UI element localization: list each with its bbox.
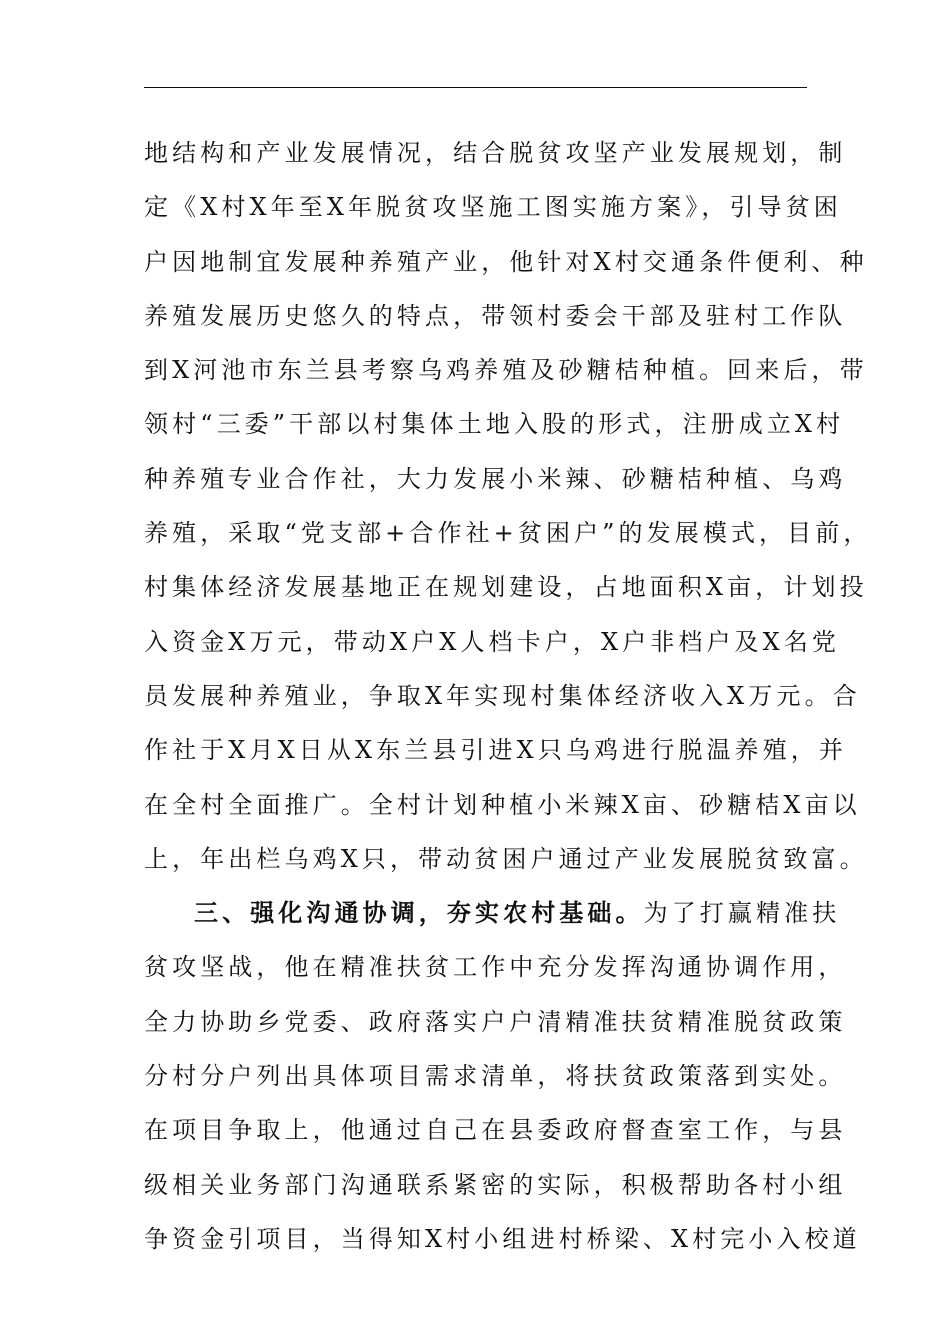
section-heading: 三、强化沟通协调，夯实农村基础。 [194, 898, 644, 928]
paragraph-line: 在全村全面推广。全村计划种植小米辣X亩、砂糖桔X亩以 [144, 790, 861, 819]
paragraph-line: 作社于X月X日从X东兰县引进X只乌鸡进行脱温养殖，并 [144, 736, 847, 765]
paragraph-line: 定《X村X年至X年脱贫攻坚施工图实施方案》，引导贫困 [144, 193, 842, 222]
paragraph-line: 种养殖专业合作社，大力发展小米辣、砂糖桔种植、乌鸡 [144, 464, 847, 493]
paragraph-line: 到X河池市东兰县考察乌鸡养殖及砂糖桔种植。回来后，带 [144, 356, 868, 385]
paragraph-line: 养殖，采取“党支部+合作社+贫困户”的发展模式，目前， [144, 519, 872, 548]
section-line: 全力协助乡党委、政府落实户户清精准扶贫精准脱贫政策 [144, 1007, 847, 1036]
paragraph-line: 地结构和产业发展情况，结合脱贫攻坚产业发展规划，制 [144, 139, 847, 167]
section-line: 分村分户列出具体项目需求清单，将扶贫政策落到实处。 [144, 1062, 847, 1091]
section-line: 在项目争取上，他通过自己在县委政府督查室工作，与县 [144, 1116, 847, 1145]
section-first-line-text: 为了打赢精准扶 [643, 899, 841, 928]
section-line: 争资金引项目，当得知X村小组进村桥梁、X村完小入校道 [144, 1224, 861, 1253]
header-rule [144, 87, 807, 88]
paragraph-line: 养殖发展历史悠久的特点，带领村委会干部及驻村工作队 [144, 301, 847, 330]
paragraph-line: 领村“三委”干部以村集体土地入股的形式，注册成立X村 [144, 410, 845, 439]
section-first-line [144, 886, 841, 940]
paragraph-line: 村集体经济发展基地正在规划建设，占地面积X亩，计划投 [144, 573, 868, 602]
paragraph-line: 户因地制宜发展种养殖产业，他针对X村交通条件便利、种 [144, 247, 868, 276]
paragraph-line: 入资金X万元，带动X户X人档卡户，X户非档户及X名党 [144, 627, 841, 656]
document-body [144, 126, 872, 1266]
paragraph-line: 员发展种养殖业，争取X年实现村集体经济收入X万元。合 [144, 681, 861, 710]
section-line: 级相关业务部门沟通联系紧密的实际，积极帮助各村小组 [144, 1170, 847, 1199]
section-line: 贫攻坚战，他在精准扶贫工作中充分发挥沟通协调作用， [144, 953, 847, 982]
paragraph-line: 上，年出栏乌鸡X只，带动贫困户通过产业发展脱贫致富。 [144, 844, 868, 873]
